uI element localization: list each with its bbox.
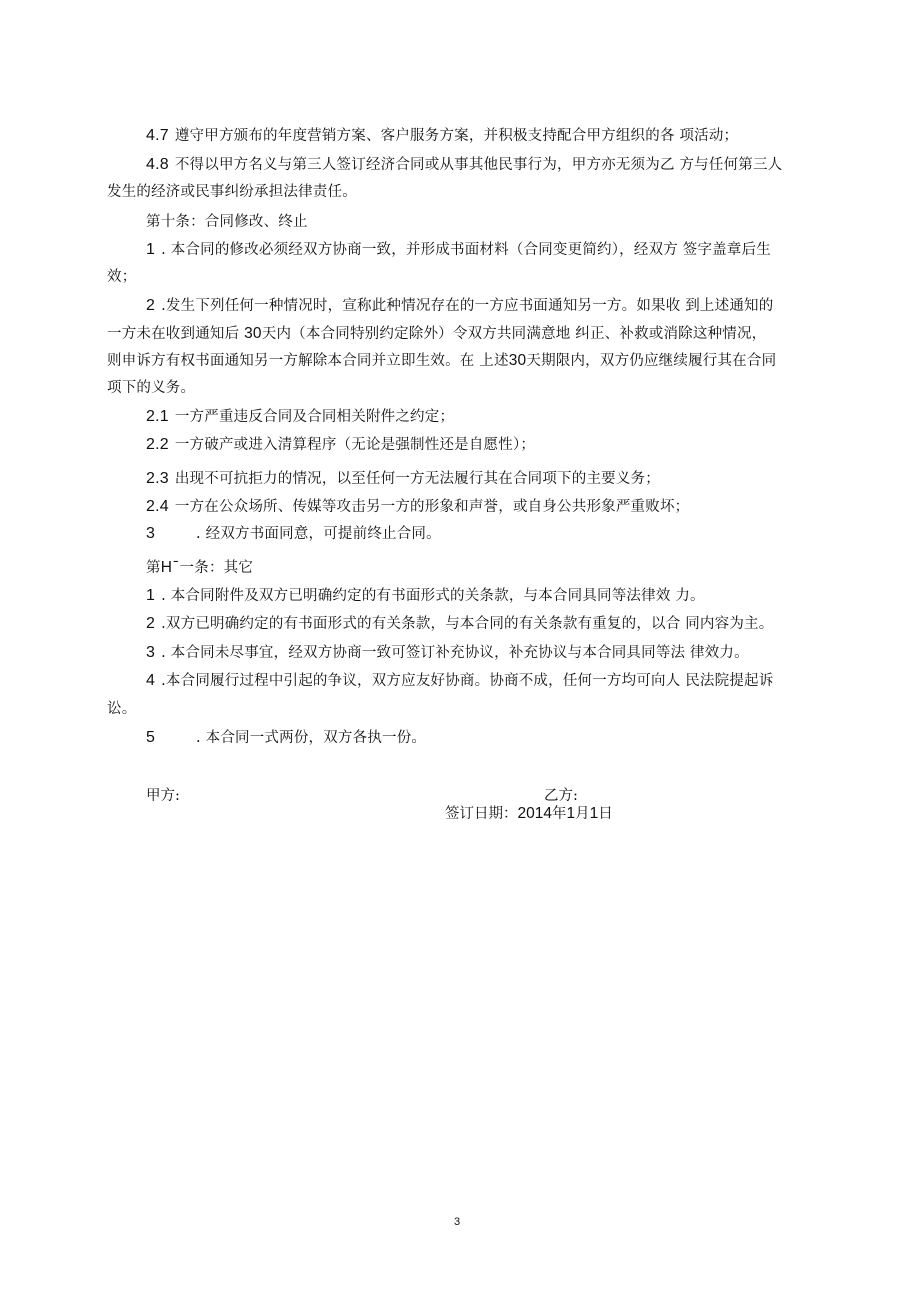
date-month: 1 [566, 805, 576, 822]
date-unit: 月 [575, 806, 590, 822]
item-number: 3 [146, 525, 156, 542]
clause-number: 2.2 [146, 436, 169, 453]
article-11-item-4 [146, 671, 854, 691]
article-11-item-3 [146, 643, 854, 663]
party-b-label: 乙方: [544, 788, 578, 804]
article-10-item-1 [146, 240, 854, 260]
clause-4-7 [146, 126, 854, 146]
item-text: . 本合同未尽事宜，经双方协商一致可签订补充协议，补充协议与本合同具同等法 律效力。 [161, 645, 749, 661]
item-text: . 本合同一式两份，双方各执一份。 [196, 730, 427, 746]
date-year: 2014 [517, 805, 552, 822]
article-10-item-3 [146, 524, 854, 544]
item-number: 5 [146, 729, 156, 746]
signing-date [445, 804, 613, 824]
heading-text: 第 [146, 560, 161, 576]
clause-text: 出现不可抗拒力的情况，以至任何一方无法履行其在合同项下的主要义务； [174, 471, 660, 487]
clause-text: 一方严重违反合同及合同相关附件之约定； [174, 409, 455, 425]
article-11-item-2 [146, 614, 854, 634]
article-10-item-2-line-3 [107, 351, 815, 371]
item-text: .双方已明确约定的有书面形式的有关条款，与本合同的有关条款有重复的，以合 同内容为主。 [161, 616, 774, 632]
item-text: 天期限内，双方仍应继续履行其在合同 [526, 353, 777, 369]
item-text: . 本合同的修改必须经双方协商一致，并形成书面材料（合同变更简约），经双方 签字盖章后生 [161, 242, 771, 258]
date-day: 1 [589, 805, 599, 822]
clause-4-8-continued: 发生的经济或民事纠纷承担法律责任。 [107, 184, 357, 200]
item-text: . 经双方书面同意，可提前终止合同。 [196, 526, 441, 542]
item-number: 2 [146, 297, 156, 314]
clause-text: 一方破产或进入清算程序（无论是强制性还是自愿性）； [174, 437, 536, 453]
article-10-item-1-continued: 效； [107, 269, 137, 285]
item-text: .本合同履行过程中引起的争议，双方应友好协商。协商不成，任何一方均可向人 民法院提起诉 [161, 673, 774, 689]
article-11-heading [146, 558, 854, 578]
clause-number: 2.3 [146, 470, 169, 487]
days-number: 30 [244, 325, 262, 342]
item-number: 1 [146, 587, 156, 604]
days-number: 30 [508, 352, 527, 369]
clause-2-3 [146, 469, 854, 489]
date-label: 签订日期： [445, 806, 518, 822]
item-text: 一方未在收到通知后 [107, 326, 245, 342]
clause-text: 一方在公众场所、传媒等攻击另一方的形象和声誉，或自身公共形象严重败坏； [174, 499, 690, 515]
clause-number: 2.1 [146, 408, 169, 425]
article-10-item-2-line-4: 项下的义务。 [107, 380, 196, 396]
item-number: 4 [146, 672, 156, 689]
clause-2-2 [146, 435, 854, 455]
clause-text: 不得以甲方名义与第三人签订经济合同或从事其他民事行为，甲方亦无须为乙 方与任何第三人 [174, 157, 783, 173]
item-number: 3 [146, 644, 156, 661]
article-10-item-2-line-2 [107, 324, 815, 344]
article-10-item-2 [146, 296, 854, 316]
item-text: 天内（本合同特别约定除外）令双方共同满意地 纠正、补救或消除这种情况， [261, 326, 767, 342]
date-unit: 年 [551, 806, 567, 822]
item-text: .发生下列任何一种情况时，宣称此种情况存在的一方应书面通知另一方。如果收 到上述通知的 [161, 298, 774, 314]
clause-number: 4.8 [146, 156, 169, 173]
article-11-item-5 [146, 728, 854, 748]
clause-number: 2.4 [146, 498, 169, 515]
page-number: 3 [454, 1216, 461, 1228]
item-text: . 本合同附件及双方已明确约定的有书面形式的关条款，与本合同具同等法律效 力。 [161, 588, 705, 604]
clause-2-1 [146, 407, 854, 427]
party-a-label: 甲方: [146, 788, 180, 804]
clause-2-4 [146, 497, 854, 517]
item-number: 1 [146, 241, 156, 258]
item-text: 则申诉方有权书面通知另一方解除本合同并立即生效。在 上述 [107, 353, 509, 369]
date-unit: 日 [598, 806, 613, 822]
item-number: 2 [146, 615, 156, 632]
clause-4-8 [146, 155, 854, 175]
clause-number: 4.7 [146, 127, 169, 144]
article-11-item-4-continued: 讼。 [107, 701, 137, 717]
article-11-item-1 [146, 586, 854, 606]
heading-text: ˉ一条：其它 [172, 560, 254, 576]
article-10-heading: 第十条：合同修改、终止 [146, 214, 308, 230]
clause-text: 遵守甲方颁布的年度营销方案、客户服务方案，并积极支持配合甲方组织的各 项活动； [174, 128, 739, 144]
heading-text: H [160, 559, 173, 576]
